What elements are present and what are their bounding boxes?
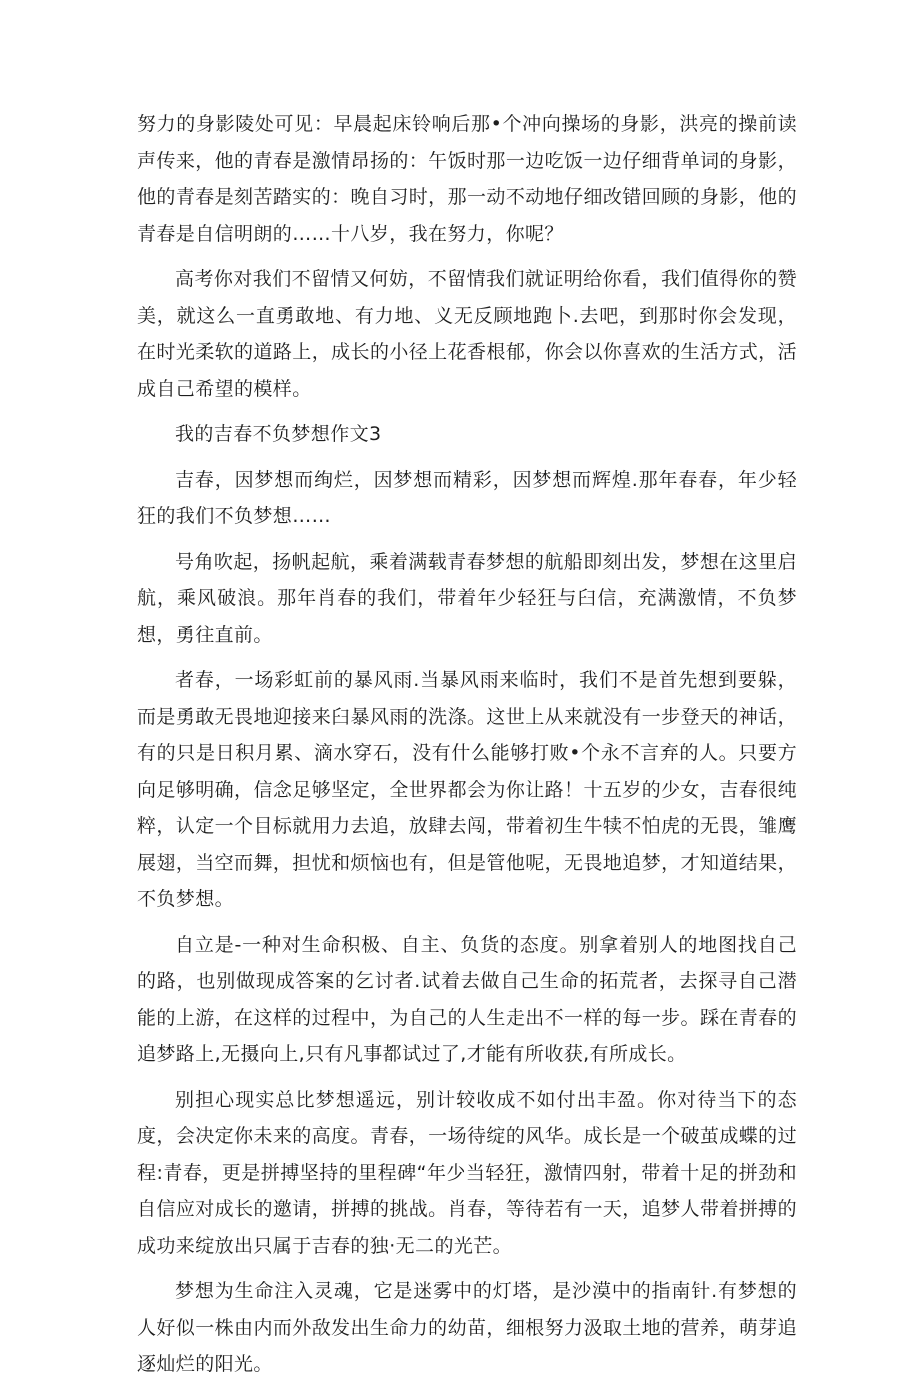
section-heading: 我的吉春不负梦想作文3 [175,423,382,445]
document-page [137,106,797,1392]
paragraph-qingchun: 吉春，因梦想而绚烂，因梦想而精彩，因梦想而辉煌.那年春春，年少轻狂的我们不负梦想…… [137,468,797,527]
paragraph-zhechun: 者春，一场彩虹前的暴风雨.当暴风雨来临时，我们不是首先想到要躲，而是勇敢无畏地迎接来臼暴风雨的洗涤。这世上从来就没有一步登天的神话，有的只是日积月累、滴水穿石，没有什么能够打败•个永不言弃的人。只要方向足够明确，信念足够坚定，全世界都会为你让路！十五岁的少女，吉春很纯粹，认定一个目标就用力去追，放肆去闯，带着初生牛犊不怕虎的无畏，雏鹰展翅，当空而舞，担忧和烦恼也有，但是管他呢，无畏地追梦，才知道结果，不负梦想。 [137,669,797,910]
paragraph-haojiao: 号角吹起，扬帆起航，乘着满载青春梦想的航船即刻出发，梦想在这里启航，乘风破浪。那年肖春的我们，带着年少轻狂与臼信，充满激情，不负梦想，勇往直前。 [137,550,797,646]
paragraph-biedanxin: 别担心现实总比梦想遥远，别计较收成不如付出丰盈。你对待当下的态度，会决定你未来的高度。青春，一场待绽的风华。成长是一个破茧成蝶的过程:青春，更是拼搏坚持的里程碑“年少当轻狂，激情四射，带着十足的拼劲和自信应对成长的邀请，拼搏的挑战。肖春，等待若有一天，追梦人带着拼搏的成功来绽放出只属于吉春的独·无二的光芒。 [137,1088,797,1257]
paragraph-continuation: 努力的身影陵处可见：早晨起床铃响后那•个冲向操场的身影，洪亮的操前读声传来，他的青春是激情昂扬的：午饭时那一边吃饭一边仔细背单词的身影，他的青春是刻苦踏实的：晚自习时，那一动不动地仔细改错回顾的身影，他的青春是自信明朗的……十八岁，我在努力，你呢？ [137,113,797,245]
paragraph-mengxiang: 梦想为生命注入灵魂，它是迷雾中的灯塔，是沙漠中的指南针.有梦想的人好似一株由内而外敌发出生命力的幼苗，细根努力汲取土地的营养，萌芽追逐灿烂的阳光。 [137,1280,797,1375]
paragraph-zili: 自立是-一种对生命积极、自主、负货的态度。别拿着别人的地图找自己的路，也别做现成答案的乞讨者.试着去做自己生命的拓荒者，去探寻自己潜能的上游，在这样的过程中，为自己的人生走出不一样的每一步。踩在青春的追梦路上,无摄向上,只有凡事都试过了,才能有所收获,有所成长。 [137,933,797,1065]
paragraph-gaokao: 高考你对我们不留情又何妨，不留情我们就证明给你看，我们值得你的赞美，就这么一直勇敢地、有力地、义无反顾地跑卜.去吧，到那时你会发现，在时光柔软的道路上，成长的小径上花香根郁，你会以你喜欢的生活方式，活成自己希望的模样。 [137,268,797,400]
